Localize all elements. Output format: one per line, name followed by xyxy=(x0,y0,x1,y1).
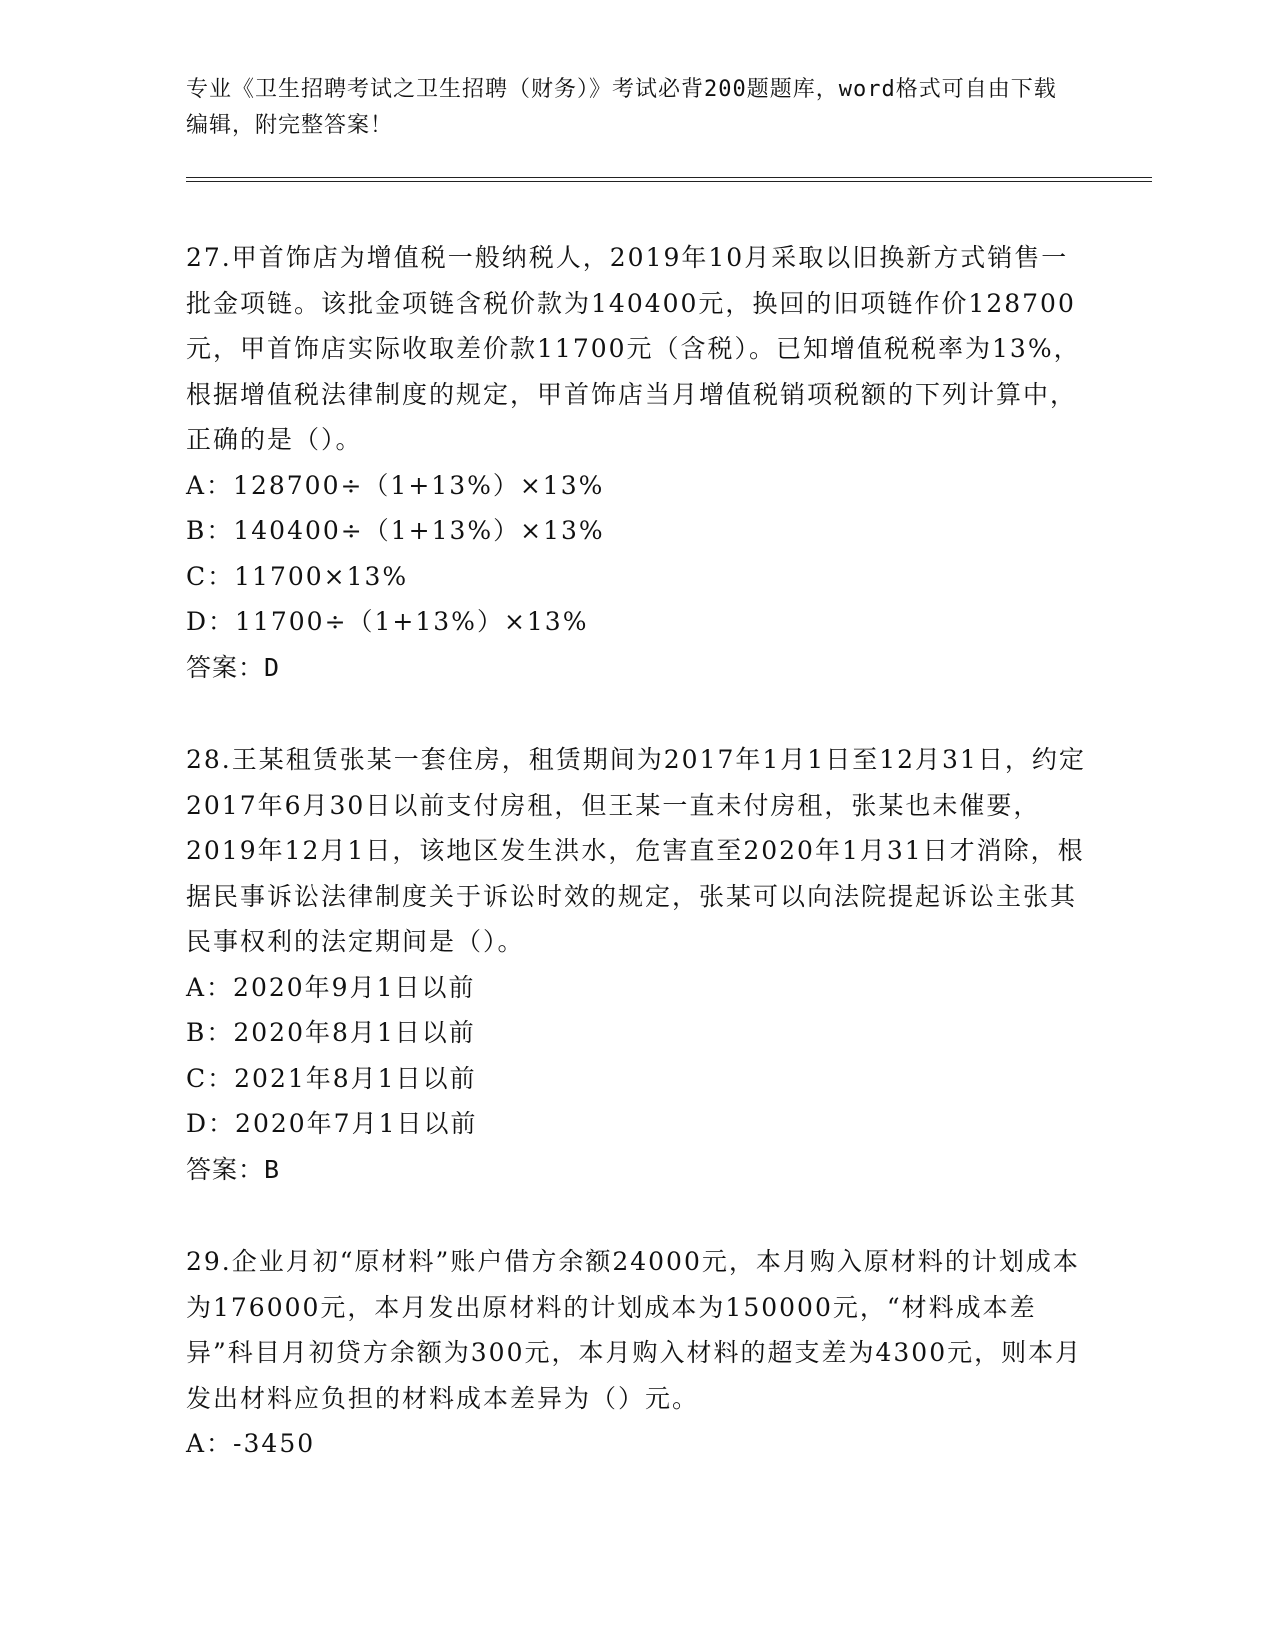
question-28 xyxy=(186,737,1086,1192)
option-d: D：11700÷（1+13%）×13% xyxy=(186,607,589,636)
answer: 答案：B xyxy=(186,1154,281,1184)
question-stem: 29.企业月初“原材料”账户借方余额24000元，本月购入原材料的计划成本为176000元，本月发出原材料的计划成本为150000元，“材料成本差异”科目月初贷方余额为300元，本月购入材料的超支差为4300元，则本月发出材料应负担的材料成本差异为（）元。 xyxy=(186,1247,1083,1413)
answer: 答案：D xyxy=(186,652,281,682)
question-29 xyxy=(186,1239,1086,1467)
question-stem: 28.王某租赁张某一套住房，租赁期间为2017年1月1日至12月31日，约定2017年6月30日以前支付房租，但王某一直未付房租，张某也未催要，2019年12月1日，该地区发生洪水，危害直至2020年1月31日才消除，根据民事诉讼法律制度关于诉讼时效的规定，张某可以向法院提起诉讼主张其民事权利的法定期间是（）。 xyxy=(186,745,1086,956)
question-27 xyxy=(186,235,1086,690)
option-a: A：-3450 xyxy=(186,1429,316,1458)
option-a: A：2020年9月1日以前 xyxy=(186,972,476,1002)
option-b: B：140400÷（1+13%）×13% xyxy=(186,516,605,545)
option-c: C：2021年8月1日以前 xyxy=(186,1063,477,1093)
option-b: B：2020年8月1日以前 xyxy=(186,1018,476,1047)
question-stem: 27.甲首饰店为增值税一般纳税人，2019年10月采取以旧换新方式销售一批金项链。该批金项链含税价款为140400元，换回的旧项链作价128700元，甲首饰店实际收取差价款11700元（含税）。已知增值税税率为13%，根据增值税法律制度的规定，甲首饰店当月增值税销项税额的下列计算中，正确的是（）。 xyxy=(186,243,1081,454)
question-list xyxy=(186,235,1086,1514)
option-d: D：2020年7月1日以前 xyxy=(186,1109,478,1138)
header-divider-top xyxy=(186,177,1152,178)
option-a: A：128700÷（1+13%）×13% xyxy=(186,470,605,500)
header-divider-bottom xyxy=(186,181,1152,182)
document-header: 专业《卫生招聘考试之卫生招聘（财务）》考试必背200题题库，word格式可自由下载编辑，附完整答案！ xyxy=(186,77,1057,138)
option-c: C：11700×13% xyxy=(186,561,409,591)
